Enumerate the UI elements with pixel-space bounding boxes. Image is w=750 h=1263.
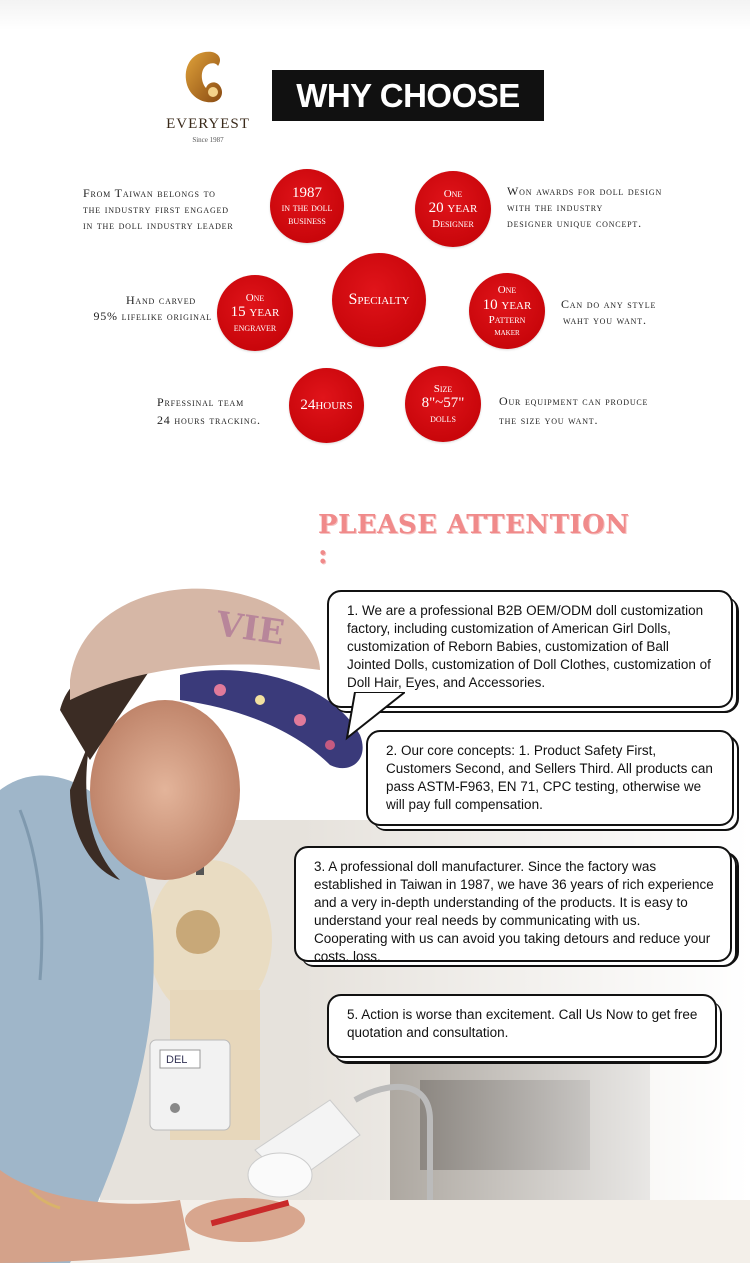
circle-1987 — [270, 169, 344, 243]
speech-bubble-1 — [327, 590, 733, 708]
logo-mark-icon — [182, 48, 226, 106]
speech-bubble-4 — [327, 994, 717, 1058]
feature-taiwan-line-2: the industry first engaged — [83, 202, 229, 216]
circle-1987-line-2: in the doll — [281, 201, 333, 214]
circle-15-year — [217, 275, 293, 351]
circle-10-line-1: One — [497, 283, 517, 296]
circle-20-line-2: 20 year — [428, 200, 478, 217]
circle-size — [405, 366, 481, 442]
feature-any-style-line-1: Can do any style — [561, 297, 657, 311]
circle-10-line-2: 10 year — [482, 296, 532, 313]
bubble-2-text: 2. Our core concepts: 1. Product Safety First, Customers Second, and Sellers Third. All products can pass ASTM-F963, EN 71, CPC testing, otherwise we will pay full compensation. — [386, 743, 713, 812]
circle-specialty — [332, 253, 426, 347]
circle-20-line-3: Designer — [432, 217, 474, 230]
circle-1987-line-3: business — [288, 214, 326, 227]
workshop-photo — [0, 560, 750, 1263]
feature-team — [157, 394, 287, 428]
cap-text: VIE — [213, 604, 287, 654]
feature-hand-carved — [40, 292, 212, 324]
speech-bubble-2 — [366, 730, 734, 826]
feature-equipment-line-2: the size you want. — [499, 413, 599, 427]
circle-20-year — [415, 171, 491, 247]
feature-taiwan-line-1: From Taiwan belongs to — [83, 186, 216, 200]
bubble-1-text: 1. We are a professional B2B OEM/ODM doll customization factory, including customization of American Girl Dolls, customization of Reborn Babies, customization of Ball Jointed Dolls, customization of Doll Clothes, customization of Doll Hair, Eyes, and Accessories. — [347, 603, 711, 690]
feature-taiwan — [83, 185, 273, 233]
circle-24-hours — [289, 368, 364, 443]
circle-size-line-3: dolls — [430, 412, 456, 425]
circle-15-line-3: engraver — [233, 321, 277, 334]
attention-heading: PLEASE ATTENTION : — [318, 510, 630, 570]
circle-20-line-1: One — [443, 187, 463, 200]
brand-logo — [160, 48, 256, 148]
circle-size-line-2: 8"~57" — [421, 395, 465, 412]
logo-name: EVERYEST — [166, 116, 250, 132]
circle-24-label: 24hours — [300, 396, 353, 413]
feature-team-line-1: Prfessinal team — [157, 395, 245, 409]
circle-10-year — [469, 273, 545, 349]
feature-awards-line-2: with the industry — [507, 200, 604, 214]
circle-10-line-4: maker — [494, 326, 520, 338]
specialty-label: Specialty — [348, 290, 410, 308]
feature-any-style-line-2: waht you want. — [563, 313, 647, 327]
feature-awards-line-1: Won awards for doll design — [507, 184, 663, 198]
bubble-3-text: 3. A professional doll manufacturer. Since the factory was established in Taiwan in 1987, we have 36 years of rich experience and a very in-depth understanding of the products. It is easy to understand your real needs by communicating with us. Cooperating with us can avoid you taking detours and reduce your costs. loss. — [314, 859, 714, 964]
top-strip — [0, 0, 750, 30]
feature-any-style — [561, 296, 711, 328]
logo-since: Since 1987 — [192, 136, 224, 144]
machine-label: DEL — [166, 1054, 188, 1066]
speech-bubble-3 — [294, 846, 732, 962]
feature-equipment — [499, 393, 699, 428]
circle-10-line-3: Pattern — [488, 313, 526, 326]
feature-equipment-line-1: Our equipment can produce — [499, 394, 649, 408]
feature-taiwan-line-3: in the doll industry leader — [83, 218, 234, 232]
circle-15-line-2: 15 year — [230, 304, 280, 321]
feature-hand-carved-line-2: 95% lifelike original — [93, 309, 212, 323]
feature-awards-line-3: designer unique concept. — [507, 216, 642, 230]
circle-1987-line-1: 1987 — [292, 184, 322, 201]
feature-team-line-2: 24 hours tracking. — [157, 413, 261, 427]
page-title: WHY CHOOSE US — [272, 70, 544, 121]
feature-hand-carved-line-1: Hand carved — [125, 293, 196, 307]
circle-size-line-1: Size — [433, 382, 453, 395]
circle-15-line-1: One — [245, 291, 265, 304]
bubble-4-text: 5. Action is worse than excitement. Call Us Now to get free quotation and consultation. — [347, 1007, 698, 1040]
feature-awards — [507, 183, 707, 231]
